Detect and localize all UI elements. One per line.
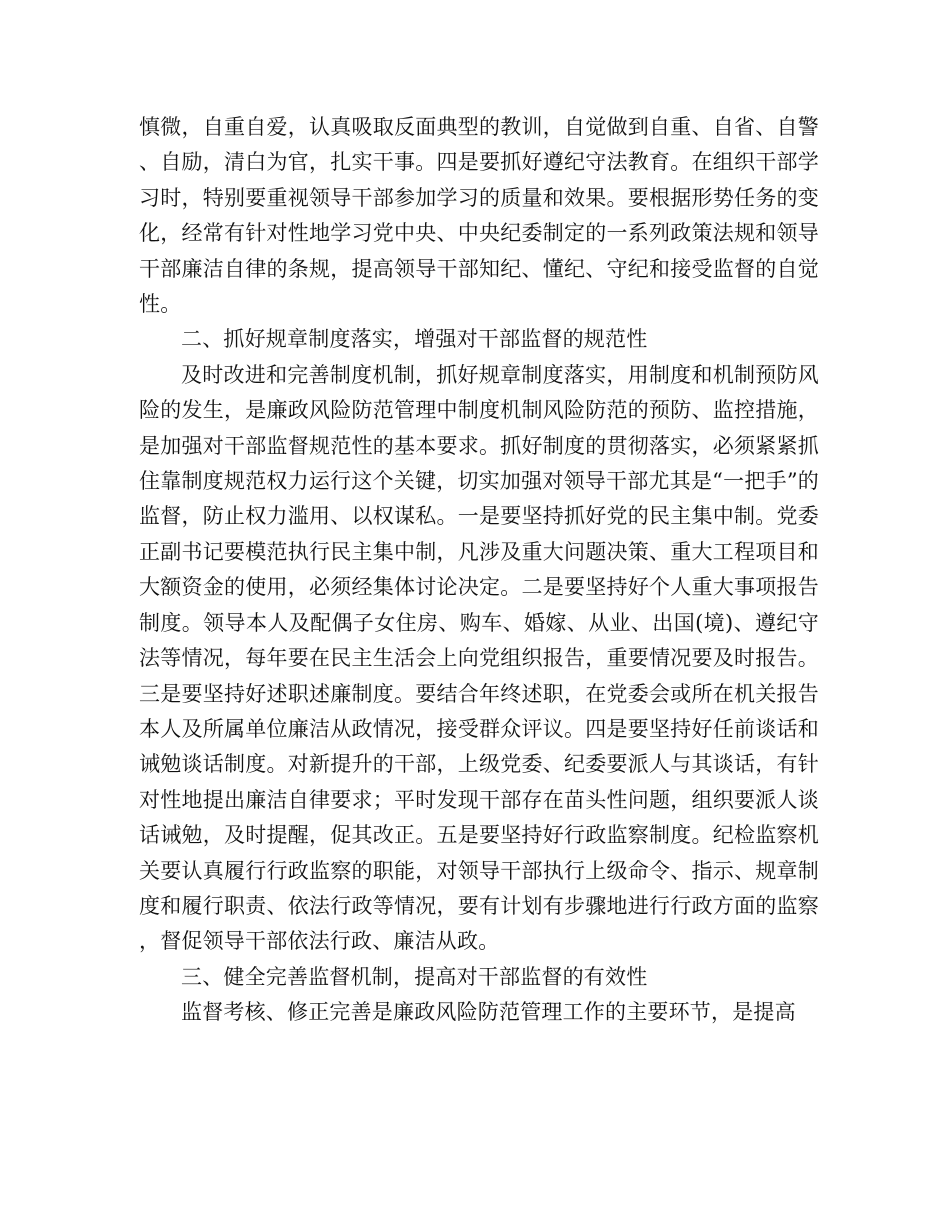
paragraph-regulations: 及时改进和完善制度机制，抓好规章制度落实，用制度和机制预防风险的发生，是廉政风险防范管理中制度机制风险防范的预防、监控措施，是加强对干部监督规范性的基本要求。抓好制度的贯彻落实，必须紧紧抓住靠制度规范权力运行这个关键，切实加强对领导干部尤其是“一把手”的监督，防止权力滥用、以权谋私。一是要坚持抓好党的民主集中制。党委正副书记要模范执行民主集中制，凡涉及重大问题决策、重大工程项目和大额资金的使用，必须经集体讨论决定。二是要坚持好个人重大事项报告制度。领导本人及配偶子女住房、购车、婚嫁、从业、出国(境)、遵纪守法等情况，每年要在民主生活会上向党组织报告，重要情况要及时报告。三是要坚持好述职述廉制度。要结合年终述职，在党委会或所在机关报告本人及所属单位廉洁从政情况，接受群众评议。四是要坚持好任前谈话和诫勉谈话制度。对新提升的干部，上级党委、纪委要派人与其谈话，有针对性地提出廉洁自律要求；平时发现干部存在苗头性问题，组织要派人谈话诫勉，及时提醒，促其改正。五是要坚持好行政监察制度。纪检监察机关要认真履行行政监察的职能，对领导干部执行上级命令、指示、规章制度和履行职责、依法行政等情况，要有计划有步骤地进行行政方面的监察，督促领导干部依法行政、廉洁从政。 (139, 362, 819, 954)
paragraph-supervision: 监督考核、修正完善是廉政风险防范管理工作的主要环节，是提高 (181, 1000, 796, 1025)
paragraph-education: 慎微，自重自爱，认真吸取反面典型的教训，自觉做到自重、自省、自警、自励，清白为官，扎实干事。四是要抓好遵纪守法教育。在组织干部学习时，特别要重视领导干部参加学习的质量和效果。要根据形势任务的变化，经常有针对性地学习党中央、中央纪委制定的一系列政策法规和领导干部廉洁自律的条规，提高领导干部知纪、懂纪、守纪和接受监督的自觉性。 (139, 115, 819, 317)
section-heading-3: 三、健全完善监督机制，提高对干部监督的有效性 (181, 964, 648, 989)
document-body (139, 110, 819, 1031)
section-heading-2: 二、抓好规章制度落实，增强对干部监督的规范性 (181, 327, 648, 352)
